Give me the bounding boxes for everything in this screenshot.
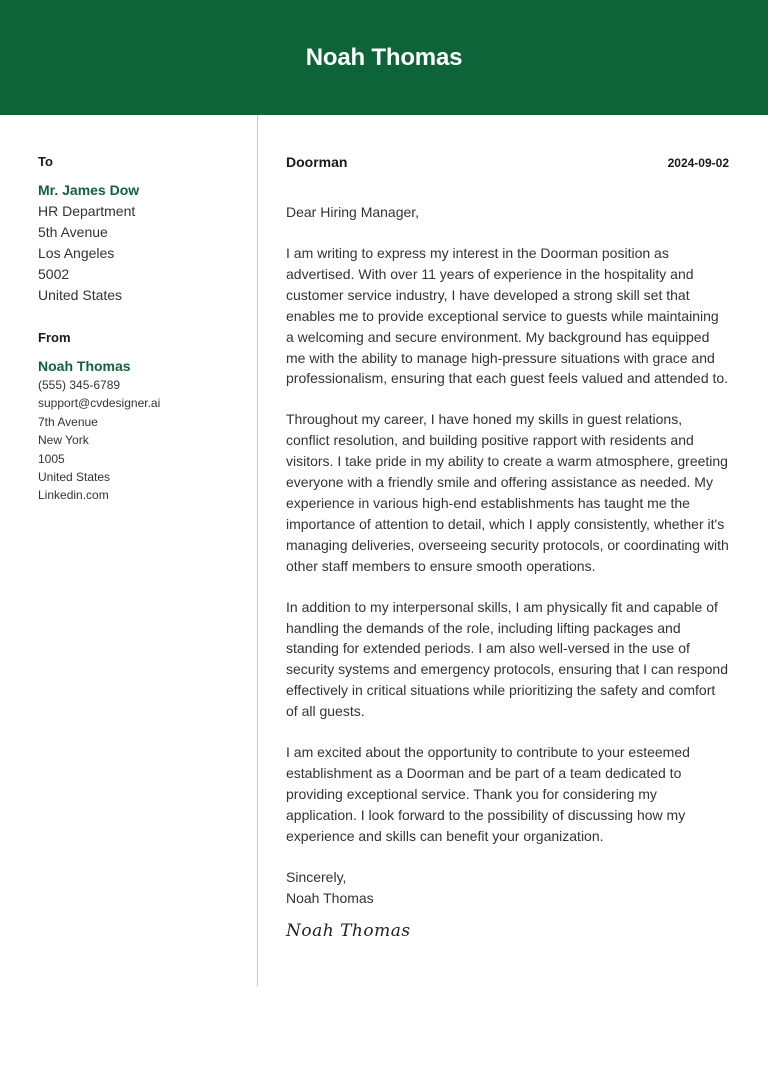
paragraph-4: I am excited about the opportunity to contribute to your esteemed establishment as a Doorman and be part of a team dedicated to providing exceptional service. Thank you for considering my application. I look forward to the possibility of discussing how my experience and skills can benefit your organization.: [286, 744, 690, 844]
applicant-name: Noah Thomas: [305, 43, 463, 71]
closing-name: Noah Thomas: [286, 889, 374, 906]
paragraph-1: I am writing to express my interest in the Doorman position as advertised. With over 11 years of experience in the hospitality and customer service industry, I have developed a strong skill set that enables me to provide exceptional service to guests while maintaining a welcoming and secure environment. My background has equipped me with the ability to manage high-pressure situations with grace and professionalism, ensuring that each guest feels valued and attended to.: [286, 245, 729, 387]
recipient-name: Mr. James Dow: [38, 182, 140, 198]
recipient-zip: 5002: [38, 266, 70, 282]
from-heading: From: [38, 330, 71, 345]
to-heading: To: [38, 154, 53, 169]
greeting: Dear Hiring Manager,: [286, 204, 420, 220]
closing-salutation: Sincerely,: [286, 868, 347, 885]
job-title: Doorman: [286, 154, 348, 170]
sender-street: 7th Avenue: [38, 414, 98, 429]
paragraph-3: In addition to my interpersonal skills, I am physically fit and capable of handling the demands of the role, including lifting packages and standing for extended periods. I am also well-versed in the use of security systems and emergency protocols, ensuring that I can respond effectively in critical situations while prioritizing the safety and comfort of all guests.: [286, 598, 728, 720]
letter-topline: [286, 154, 729, 170]
sender-contact: [38, 376, 248, 505]
recipient-city: Los Angeles: [38, 245, 115, 261]
letter-date: 2024-09-02: [667, 156, 729, 170]
sender-zip: 1005: [38, 451, 65, 466]
column-divider: [257, 115, 258, 986]
sender-block: [38, 330, 248, 505]
sender-country: United States: [38, 470, 111, 485]
sender-linkedin: Linkedin.com: [38, 488, 109, 503]
sender-email: support@cvdesigner.ai: [38, 396, 161, 411]
paragraph-2: Throughout my career, I have honed my skills in guest relations, conflict resolution, and building positive rapport with residents and visitors. I take pride in my ability to create a warm atmosphere, greeting everyone with a friendly smile and offering assistance as needed. My experience in various high-end establishments has taught me the importance of attention to detail, which I apply consistently, whether it's managing deliveries, overseeing security protocols, or coordinating with other staff members to ensure smooth operations.: [286, 411, 729, 574]
signature: Noah Thomas: [286, 920, 411, 941]
sender-city: New York: [38, 433, 89, 448]
sender-phone: (555) 345-6789: [38, 378, 121, 392]
header-banner: [0, 0, 768, 115]
closing-block: [286, 867, 729, 909]
contact-column: [38, 154, 248, 505]
recipient-department: HR Department: [38, 203, 136, 219]
recipient-block: [38, 154, 248, 306]
recipient-street: 5th Avenue: [38, 224, 108, 240]
recipient-address: [38, 201, 248, 306]
recipient-country: United States: [38, 287, 123, 303]
sender-name: Noah Thomas: [38, 358, 131, 374]
letter-body: [286, 154, 729, 941]
